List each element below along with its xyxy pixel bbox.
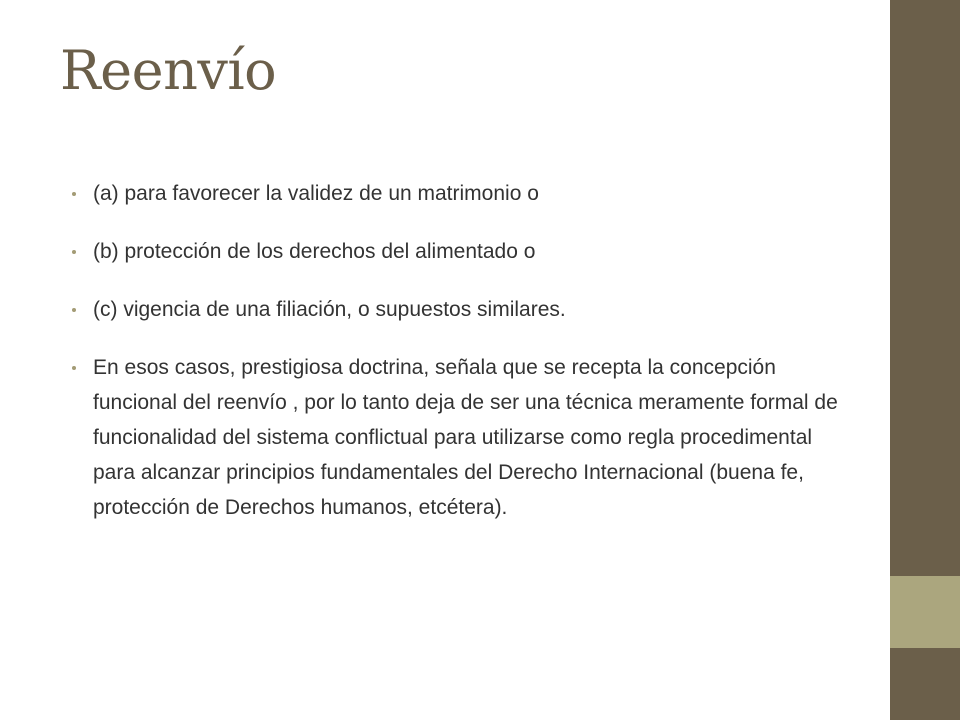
bullet-item: [72, 176, 847, 211]
bullet-dot-icon: [72, 366, 76, 370]
bullet-item: [72, 350, 847, 525]
bullet-dot-icon: [72, 308, 76, 312]
bullet-text: (c) vigencia de una filiación, o supuestos similares.: [93, 298, 566, 321]
bullet-list: [72, 176, 847, 525]
bullet-item: [72, 234, 847, 269]
bullet-text: (b) protección de los derechos del alimentado o: [93, 240, 536, 263]
slide-title: Reenvío: [60, 39, 277, 102]
sidebar-accent-bottom: [890, 648, 960, 720]
bullet-dot-icon: [72, 250, 76, 254]
bullet-text: (a) para favorecer la validez de un matrimonio o: [93, 182, 539, 205]
bullet-dot-icon: [72, 192, 76, 196]
bullet-item: [72, 292, 847, 327]
sidebar-accent-top: [890, 0, 960, 576]
bullet-text: En esos casos, prestigiosa doctrina, señala que se recepta la concepción funcional del reenvío , por lo tanto deja de ser una técnica meramente formal de funcionalidad del sistema conflictual para utilizarse como regla procedimental para alcanzar principios fundamentales del Derecho Internacional (buena fe, protección de Derechos humanos, etcétera).: [93, 356, 838, 519]
sidebar-accent-middle: [890, 576, 960, 648]
